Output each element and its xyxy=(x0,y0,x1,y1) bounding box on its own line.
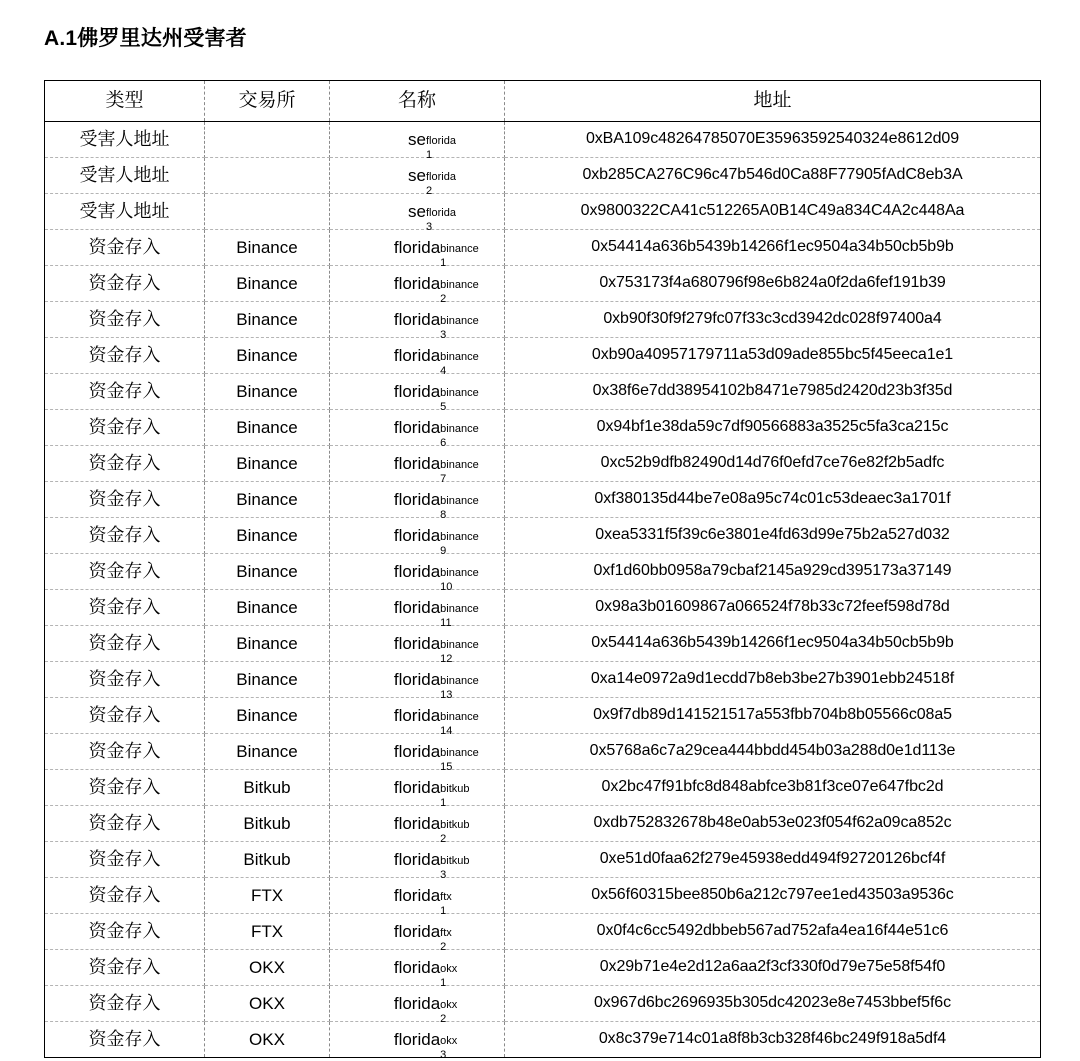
name-superscript: binance xyxy=(440,746,479,759)
cell-type: 资金存入 xyxy=(45,518,205,554)
name-superscript: binance xyxy=(440,458,479,471)
name-superscript: binance xyxy=(440,674,479,687)
cell-exchange: Binance xyxy=(205,698,330,734)
cell-address: 0x54414a636b5439b14266f1ec9504a34b50cb5b9b xyxy=(505,230,1041,266)
name-base: florida xyxy=(393,453,441,473)
cell-name xyxy=(330,230,505,269)
cell-type: 资金存入 xyxy=(45,662,205,698)
name-subscript: 2 xyxy=(425,184,433,197)
cell-type: 资金存入 xyxy=(45,590,205,626)
name-subscript: 10 xyxy=(440,580,453,593)
cell-address: 0xf380135d44be7e08a95c74c01c53deaec3a1701f xyxy=(505,482,1041,518)
name-base: florida xyxy=(393,561,441,581)
cell-name xyxy=(330,626,505,665)
cell-exchange: Binance xyxy=(205,518,330,554)
column-header-type: 类型 xyxy=(45,81,205,122)
name-base: florida xyxy=(393,381,441,401)
cell-address: 0xc52b9dfb82490d14d76f0efd7ce76e82f2b5adfc xyxy=(505,446,1041,482)
cell-type: 资金存入 xyxy=(45,554,205,590)
table-row xyxy=(45,266,1041,302)
cell-name xyxy=(330,482,505,521)
name-subscript: 2 xyxy=(440,292,447,305)
cell-type: 资金存入 xyxy=(45,986,205,1022)
cell-name xyxy=(330,770,505,809)
table-row xyxy=(45,122,1041,158)
cell-address: 0x9f7db89d141521517a553fbb704b8b05566c08a5 xyxy=(505,698,1041,734)
cell-address: 0xa14e0972a9d1ecdd7b8eb3be27b3901ebb24518f xyxy=(505,662,1041,698)
cell-name xyxy=(330,1022,505,1061)
name-base: florida xyxy=(393,237,441,257)
name-base: florida xyxy=(393,273,441,293)
cell-exchange: Binance xyxy=(205,338,330,374)
cell-exchange: Binance xyxy=(205,590,330,626)
cell-exchange: Binance xyxy=(205,266,330,302)
table-row xyxy=(45,374,1041,410)
name-subscript: 2 xyxy=(440,940,447,953)
cell-address: 0x56f60315bee850b6a212c797ee1ed43503a9536c xyxy=(505,878,1041,914)
name-superscript: binance xyxy=(440,602,479,615)
name-subscript: 7 xyxy=(440,472,447,485)
table-row xyxy=(45,230,1041,266)
cell-type: 资金存入 xyxy=(45,626,205,662)
cell-name xyxy=(330,194,505,233)
cell-type: 资金存入 xyxy=(45,266,205,302)
name-superscript: binance xyxy=(440,530,479,543)
page-title: A.1佛罗里达州受害者 xyxy=(44,27,247,50)
cell-exchange: Binance xyxy=(205,626,330,662)
cell-name xyxy=(330,842,505,881)
name-subscript: 1 xyxy=(425,148,433,161)
cell-exchange: Binance xyxy=(205,374,330,410)
name-superscript: binance xyxy=(440,710,479,723)
cell-type: 资金存入 xyxy=(45,482,205,518)
name-base: florida xyxy=(393,885,441,905)
name-subscript: 9 xyxy=(440,544,447,557)
table-header xyxy=(45,81,1041,122)
cell-exchange: Bitkub xyxy=(205,770,330,806)
name-base: florida xyxy=(393,597,441,617)
cell-address: 0xe51d0faa62f279e45938edd494f92720126bcf4f xyxy=(505,842,1041,878)
cell-name xyxy=(330,878,505,917)
name-subscript: 5 xyxy=(440,400,447,413)
table-row xyxy=(45,878,1041,914)
name-superscript: okx xyxy=(440,1034,458,1047)
cell-name xyxy=(330,914,505,953)
name-subscript: 13 xyxy=(440,688,453,701)
cell-name xyxy=(330,734,505,773)
cell-type: 资金存入 xyxy=(45,446,205,482)
name-superscript: ftx xyxy=(440,890,452,903)
cell-name xyxy=(330,410,505,449)
cell-name xyxy=(330,122,505,161)
name-base: florida xyxy=(393,957,441,977)
cell-name xyxy=(330,266,505,305)
cell-type: 资金存入 xyxy=(45,734,205,770)
cell-address: 0x54414a636b5439b14266f1ec9504a34b50cb5b9b xyxy=(505,626,1041,662)
name-superscript: florida xyxy=(425,170,456,183)
cell-type: 受害人地址 xyxy=(45,194,205,230)
name-base: florida xyxy=(393,777,441,797)
cell-address: 0x2bc47f91bfc8d848abfce3b81f3ce07e647fbc2d xyxy=(505,770,1041,806)
name-superscript: florida xyxy=(425,206,456,219)
table-row xyxy=(45,338,1041,374)
cell-name xyxy=(330,950,505,989)
name-superscript: binance xyxy=(440,386,479,399)
cell-address: 0x753173f4a680796f98e6b824a0f2da6fef191b39 xyxy=(505,266,1041,302)
name-subscript: 4 xyxy=(440,364,447,377)
name-base: florida xyxy=(393,489,441,509)
name-subscript: 6 xyxy=(440,436,447,449)
cell-name xyxy=(330,302,505,341)
cell-type: 资金存入 xyxy=(45,410,205,446)
cell-name xyxy=(330,158,505,197)
name-superscript: ftx xyxy=(440,926,452,939)
name-subscript: 3 xyxy=(440,1048,447,1061)
name-base: florida xyxy=(393,849,441,869)
cell-exchange: OKX xyxy=(205,950,330,986)
name-base: florida xyxy=(393,813,441,833)
cell-type: 资金存入 xyxy=(45,338,205,374)
cell-exchange: FTX xyxy=(205,878,330,914)
name-subscript: 1 xyxy=(440,256,447,269)
name-base: florida xyxy=(393,669,441,689)
cell-address: 0x38f6e7dd38954102b8471e7985d2420d23b3f35d xyxy=(505,374,1041,410)
name-superscript: binance xyxy=(440,278,479,291)
table-row xyxy=(45,194,1041,230)
cell-address: 0x9800322CA41c512265A0B14C49a834C4A2c448Aa xyxy=(505,194,1041,230)
name-base: se xyxy=(408,129,426,149)
cell-exchange: Binance xyxy=(205,410,330,446)
table-row xyxy=(45,698,1041,734)
cell-type: 资金存入 xyxy=(45,950,205,986)
cell-name xyxy=(330,518,505,557)
table-row xyxy=(45,518,1041,554)
cell-exchange: FTX xyxy=(205,914,330,950)
name-subscript: 3 xyxy=(425,220,433,233)
name-subscript: 3 xyxy=(440,328,447,341)
table-row xyxy=(45,626,1041,662)
cell-type: 资金存入 xyxy=(45,914,205,950)
name-subscript: 15 xyxy=(440,760,453,773)
table-row xyxy=(45,734,1041,770)
cell-exchange xyxy=(205,158,330,194)
cell-address: 0xf1d60bb0958a79cbaf2145a929cd395173a37149 xyxy=(505,554,1041,590)
cell-name xyxy=(330,338,505,377)
name-base: florida xyxy=(393,705,441,725)
cell-type: 资金存入 xyxy=(45,878,205,914)
cell-address: 0x967d6bc2696935b305dc42023e8e7453bbef5f6c xyxy=(505,986,1041,1022)
name-superscript: binance xyxy=(440,350,479,363)
table-row xyxy=(45,554,1041,590)
name-subscript: 2 xyxy=(440,1012,447,1025)
name-base: florida xyxy=(393,993,441,1013)
table-row xyxy=(45,1022,1041,1058)
column-header-address: 地址 xyxy=(505,81,1041,122)
name-base: florida xyxy=(393,525,441,545)
cell-address: 0x98a3b01609867a066524f78b33c72feef598d78d xyxy=(505,590,1041,626)
table-row xyxy=(45,446,1041,482)
table-row xyxy=(45,482,1041,518)
table-row xyxy=(45,302,1041,338)
name-superscript: binance xyxy=(440,494,479,507)
name-subscript: 11 xyxy=(440,616,452,629)
cell-exchange: Binance xyxy=(205,554,330,590)
cell-address: 0xdb752832678b48e0ab53e023f054f62a09ca852c xyxy=(505,806,1041,842)
cell-exchange: Bitkub xyxy=(205,842,330,878)
name-base: florida xyxy=(393,633,441,653)
cell-address: 0x94bf1e38da59c7df90566883a3525c5fa3ca215c xyxy=(505,410,1041,446)
cell-type: 资金存入 xyxy=(45,698,205,734)
cell-type: 资金存入 xyxy=(45,302,205,338)
name-base: florida xyxy=(393,741,441,761)
cell-type: 受害人地址 xyxy=(45,158,205,194)
cell-exchange: Binance xyxy=(205,662,330,698)
table-body xyxy=(45,122,1041,1061)
name-superscript: binance xyxy=(440,314,479,327)
cell-address: 0xea5331f5f39c6e3801e4fd63d99e75b2a527d032 xyxy=(505,518,1041,554)
cell-address: 0x0f4c6cc5492dbbeb567ad752afa4ea16f44e51c6 xyxy=(505,914,1041,950)
cell-address: 0x5768a6c7a29cea444bbdd454b03a288d0e1d113e xyxy=(505,734,1041,770)
cell-type: 资金存入 xyxy=(45,806,205,842)
table-row xyxy=(45,662,1041,698)
cell-exchange: OKX xyxy=(205,1022,330,1058)
name-subscript: 14 xyxy=(440,724,453,737)
table-header-row xyxy=(45,81,1041,122)
cell-type: 资金存入 xyxy=(45,374,205,410)
name-base: florida xyxy=(393,309,441,329)
name-subscript: 8 xyxy=(440,508,447,521)
table-row xyxy=(45,842,1041,878)
name-superscript: binance xyxy=(440,566,479,579)
table-row xyxy=(45,806,1041,842)
cell-address: 0xBA109c48264785070E35963592540324e8612d09 xyxy=(505,122,1041,158)
name-superscript: bitkub xyxy=(440,782,470,795)
cell-exchange: Binance xyxy=(205,482,330,518)
column-header-name: 名称 xyxy=(330,81,505,122)
name-superscript: florida xyxy=(425,134,456,147)
column-header-exchange: 交易所 xyxy=(205,81,330,122)
cell-exchange: Binance xyxy=(205,302,330,338)
cell-name xyxy=(330,986,505,1025)
table-row xyxy=(45,950,1041,986)
cell-type: 资金存入 xyxy=(45,842,205,878)
cell-type: 资金存入 xyxy=(45,770,205,806)
name-base: se xyxy=(408,201,426,221)
cell-type: 资金存入 xyxy=(45,1022,205,1058)
name-subscript: 3 xyxy=(440,868,447,881)
table-row xyxy=(45,914,1041,950)
cell-name xyxy=(330,698,505,737)
name-base: florida xyxy=(393,345,441,365)
cell-exchange: Binance xyxy=(205,734,330,770)
cell-exchange: Bitkub xyxy=(205,806,330,842)
name-base: florida xyxy=(393,417,441,437)
cell-name xyxy=(330,590,505,629)
victims-table xyxy=(44,80,1041,1061)
name-superscript: binance xyxy=(440,638,479,651)
cell-exchange: Binance xyxy=(205,230,330,266)
cell-name xyxy=(330,374,505,413)
table-row xyxy=(45,410,1041,446)
name-subscript: 1 xyxy=(440,976,447,989)
cell-type: 资金存入 xyxy=(45,230,205,266)
cell-name xyxy=(330,446,505,485)
cell-address: 0x29b71e4e2d12a6aa2f3cf330f0d79e75e58f54f0 xyxy=(505,950,1041,986)
cell-name xyxy=(330,554,505,593)
name-subscript: 1 xyxy=(440,796,447,809)
name-subscript: 1 xyxy=(440,904,447,917)
table-row xyxy=(45,986,1041,1022)
cell-name xyxy=(330,662,505,701)
cell-exchange xyxy=(205,122,330,158)
cell-address: 0xb90f30f9f279fc07f33c3cd3942dc028f97400a4 xyxy=(505,302,1041,338)
name-base: florida xyxy=(393,1029,441,1049)
name-superscript: bitkub xyxy=(440,818,470,831)
table-row xyxy=(45,590,1041,626)
name-superscript: binance xyxy=(440,422,479,435)
table-row xyxy=(45,770,1041,806)
name-superscript: binance xyxy=(440,242,479,255)
name-superscript: okx xyxy=(440,962,458,975)
table-row xyxy=(45,158,1041,194)
cell-address: 0xb90a40957179711a53d09ade855bc5f45eeca1e1 xyxy=(505,338,1041,374)
cell-exchange xyxy=(205,194,330,230)
name-base: florida xyxy=(393,921,441,941)
cell-type: 受害人地址 xyxy=(45,122,205,158)
cell-exchange: OKX xyxy=(205,986,330,1022)
name-subscript: 2 xyxy=(440,832,447,845)
cell-address: 0xb285CA276C96c47b546d0Ca88F77905fAdC8eb3A xyxy=(505,158,1041,194)
cell-address: 0x8c379e714c01a8f8b3cb328f46bc249f918a5df4 xyxy=(505,1022,1041,1058)
cell-name xyxy=(330,806,505,845)
name-superscript: okx xyxy=(440,998,458,1011)
name-subscript: 12 xyxy=(440,652,453,665)
cell-exchange: Binance xyxy=(205,446,330,482)
name-superscript: bitkub xyxy=(440,854,470,867)
name-base: se xyxy=(408,165,426,185)
